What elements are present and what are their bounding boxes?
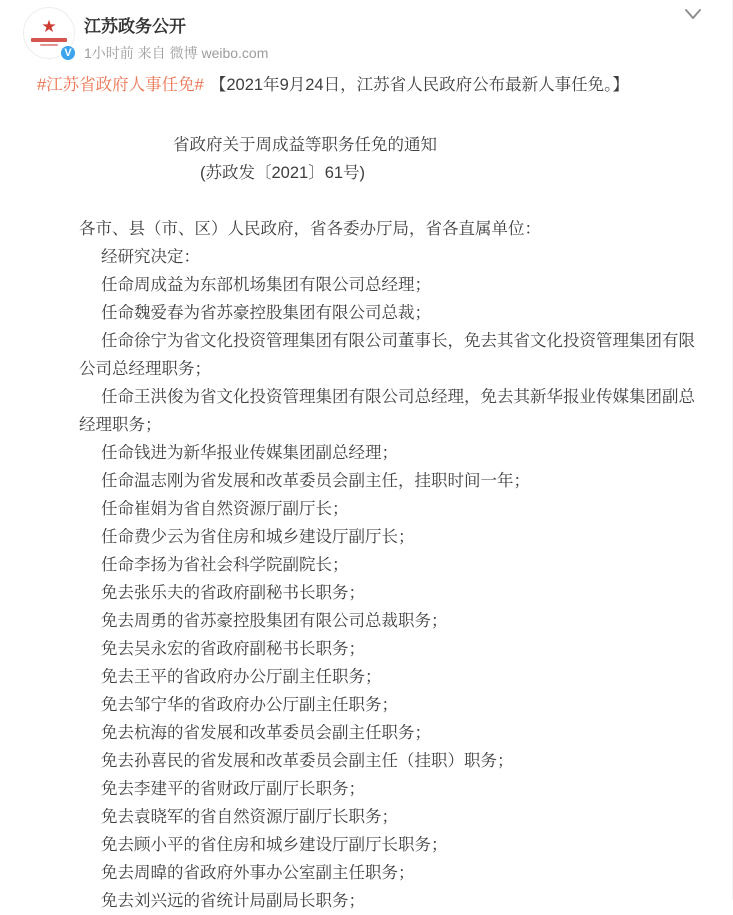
avatar-emblem-text-decoration [40,44,58,46]
post-header [0,0,732,62]
document-appointment-line: 任命费少云为省住房和城乡建设厅副厅长； [101,528,415,546]
document-salutation: 各市、县（市、区）人民政府，省各委办厅局，省各直属单位： [79,220,541,238]
document-appointment-line: 免去刘兴远的省统计局副局长职务； [101,892,365,910]
document-appointment-line: 任命王洪俊为省文化投资管理集团有限公司总经理，免去其新华报业传媒集团副总经理职务； [79,388,695,434]
document-items [79,271,699,915]
document-appointment-line: 免去孙喜民的省发展和改革委员会副主任（挂职）职务； [101,752,514,770]
document-title: 省政府关于周成益等职务任免的通知 [173,136,437,154]
avatar-emblem-text-decoration [31,38,67,42]
document-appointment-line: 免去袁晓军的省自然资源厅副厅长职务； [101,808,398,826]
document-appointment-line: 免去周暐的省政府外事办公室副主任职务； [101,864,415,882]
document-appointment-line: 任命徐宁为省文化投资管理集团有限公司董事长，免去其省文化投资管理集团有限公司总经理职务； [79,332,695,378]
document-appointment-line: 免去杭海的省发展和改革委员会副主任职务； [101,724,431,742]
document-number: (苏政发〔2021〕61号) [200,164,366,182]
document-appointment-line: 任命崔娟为省自然资源厅副厅长； [101,500,349,518]
document-appointment-line: 免去张乐夫的省政府副秘书长职务； [101,584,365,602]
document-appointment-line: 任命钱进为新华报业传媒集团副总经理； [101,444,398,462]
document-appointment-line: 任命李扬为省社会科学院副院长； [101,556,349,574]
document-appointment-line: 免去顾小平的省住房和城乡建设厅副厅长职务； [101,836,448,854]
post-meta-timestamp[interactable]: 1小时前 来自 微博 weibo.com [84,45,269,61]
username[interactable]: 江苏政务公开 [84,17,186,36]
official-notice-document [79,131,699,915]
document-appointment-line: 任命魏爱春为省苏豪控股集团有限公司总裁； [101,304,431,322]
document-appointment-line: 免去吴永宏的省政府副秘书长职务； [101,640,365,658]
verified-badge-icon: V [59,44,77,62]
document-decision-intro: 经研究决定： [101,248,200,266]
document-appointment-line: 免去李建平的省财政厅副厅长职务； [101,780,365,798]
document-appointment-line: 免去邹宁华的省政府办公厅副主任职务； [101,696,398,714]
hashtag-link[interactable]: #江苏省政府人事任免# [37,76,204,94]
post-intro-text: 【2021年9月24日，江苏省人民政府公布最新人事任免。】 [209,76,629,94]
document-appointment-line: 任命周成益为东部机场集团有限公司总经理； [101,276,431,294]
post-body [37,71,698,915]
avatar[interactable] [23,7,75,59]
national-emblem-icon: ★ [41,17,57,36]
document-appointment-line: 免去周勇的省苏豪控股集团有限公司总裁职务； [101,612,448,630]
document-appointment-line: 免去王平的省政府办公厅副主任职务； [101,668,382,686]
chevron-down-icon[interactable] [684,8,702,22]
post-intro-line [37,71,698,99]
document-appointment-line: 任命温志刚为省发展和改革委员会副主任，挂职时间一年； [101,472,530,490]
